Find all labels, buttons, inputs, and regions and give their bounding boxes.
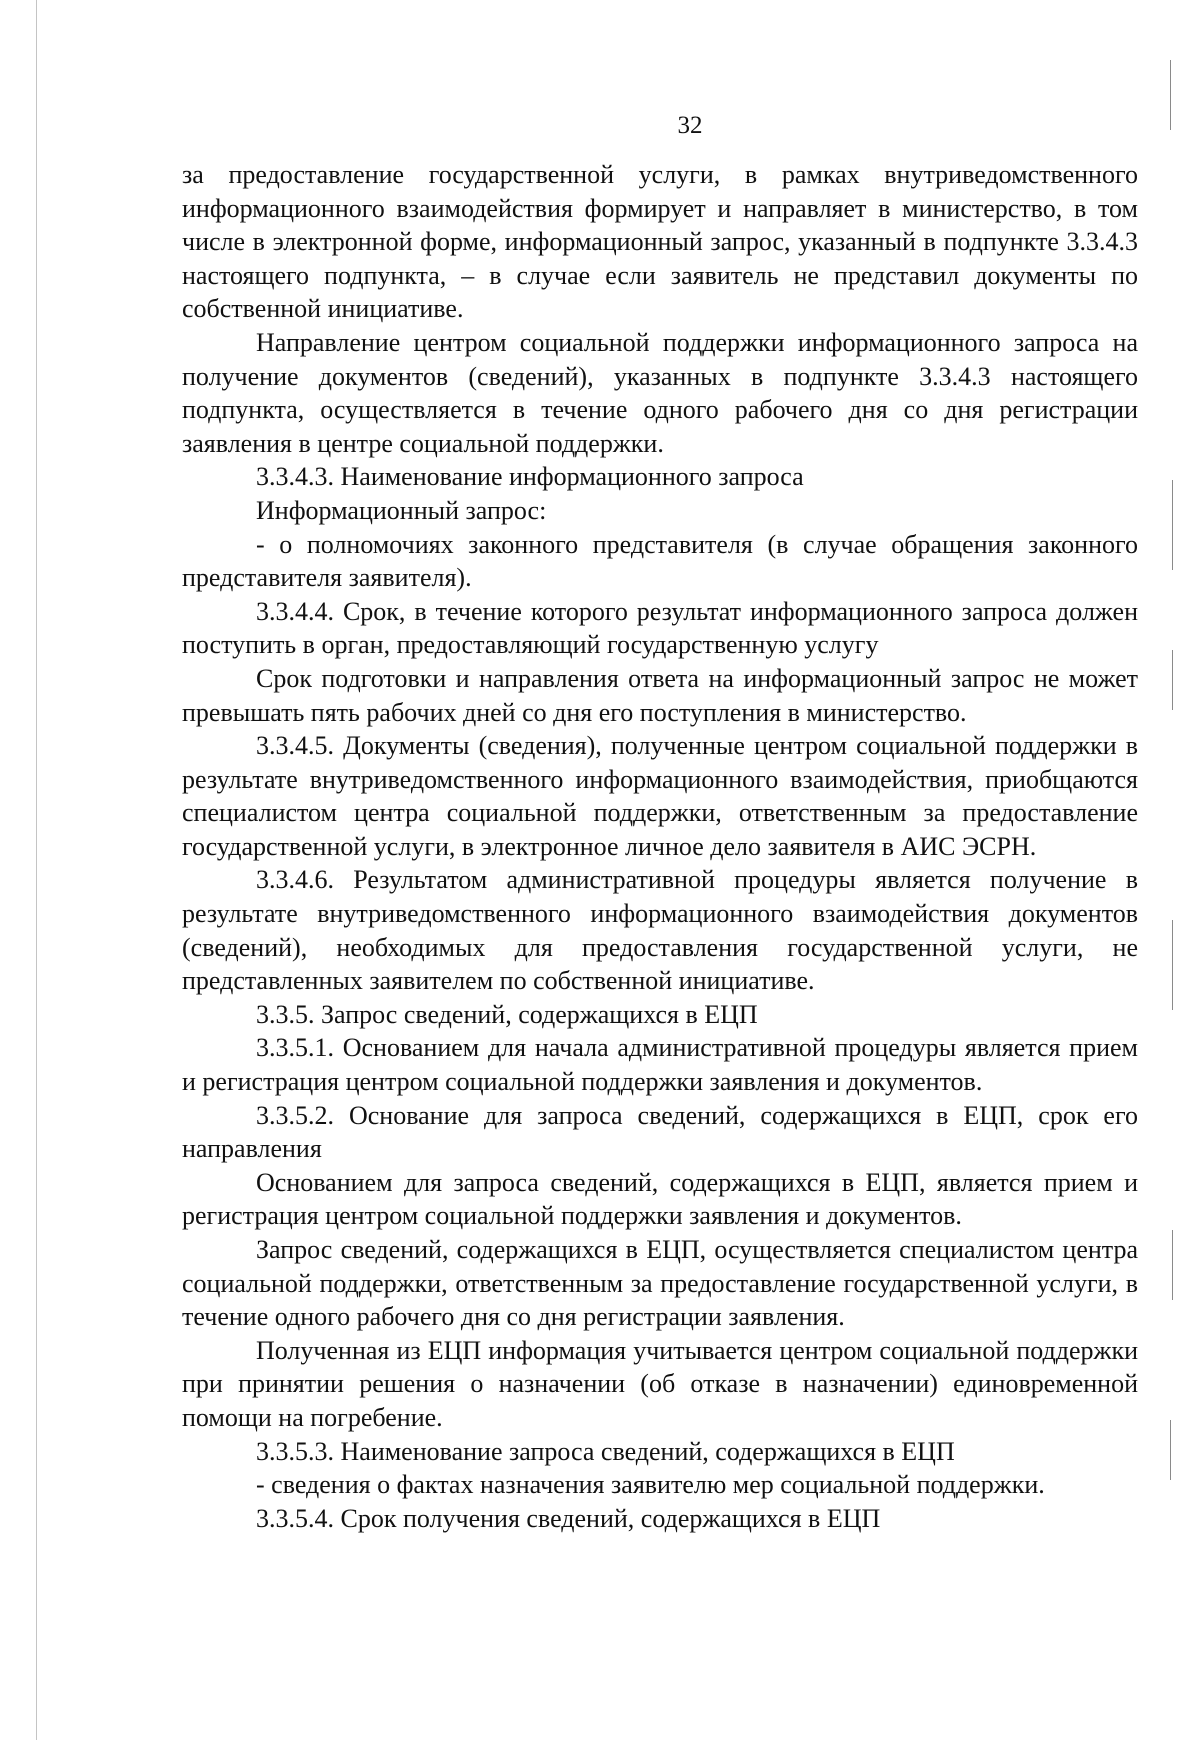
- list-item: - о полномочиях законного представителя (в случае обращения законного представителя заявителя).: [182, 529, 1138, 593]
- scan-edge-left: [36, 0, 37, 1740]
- paragraph: 3.3.4.5. Документы (сведения), полученные центром социальной поддержки в результате внутриведомственного информационного взаимодействия, приобщаются специалистом центра социальной поддержки, ответственным за предоставление государственной услуги, в электронное личное дело заявителя в АИС ЭСРН.: [182, 731, 1138, 861]
- list-item: - сведения о фактах назначения заявителю мер социальной поддержки.: [256, 1470, 1045, 1500]
- scan-edge-right-4: [1172, 920, 1173, 1010]
- section-heading: 3.3.4.4. Срок, в течение которого результат информационного запроса должен поступить в орган, предоставляющий государственную услугу: [182, 596, 1138, 660]
- paragraph: Полученная из ЕЦП информация учитывается центром социальной поддержки при принятии решения о назначении (об отказе в назначении) единовременной помощи на погребение.: [182, 1335, 1138, 1432]
- section-heading: 3.3.5.2. Основание для запроса сведений, содержащихся в ЕЦП, срок его направления: [182, 1100, 1138, 1164]
- scan-edge-right-3: [1172, 650, 1173, 710]
- page-number: 32: [677, 112, 703, 139]
- scan-edge-right-1: [1170, 60, 1171, 130]
- paragraph: Основанием для запроса сведений, содержащихся в ЕЦП, является прием и регистрация центром социальной поддержки заявления и документов.: [182, 1167, 1138, 1231]
- section-heading: 3.3.5. Запрос сведений, содержащихся в ЕЦП: [256, 999, 758, 1029]
- paragraph: Запрос сведений, содержащихся в ЕЦП, осуществляется специалистом центра социальной поддержки, ответственным за предоставление государственной услуги, в течение одного рабочего дня со дня регистрации заявления.: [182, 1235, 1138, 1332]
- paragraph: 3.3.5.1. Основанием для начала административной процедуры является прием и регистрация центром социальной поддержки заявления и документов.: [182, 1033, 1138, 1097]
- paragraph: Информационный запрос:: [256, 495, 547, 525]
- section-heading: 3.3.4.3. Наименование информационного запроса: [256, 462, 804, 492]
- section-heading: 3.3.5.3. Наименование запроса сведений, содержащихся в ЕЦП: [256, 1436, 955, 1466]
- paragraph: за предоставление государственной услуги, в рамках внутриведомственного информационного взаимодействия формирует и направляет в министерство, в том числе в электронной форме, информационный запрос, указанный в подпункте 3.3.4.3 настоящего подпункта, – в случае если заявитель не представил документы по собственной инициативе.: [182, 160, 1138, 324]
- scan-edge-right-6: [1170, 1420, 1171, 1480]
- section-heading: 3.3.5.4. Срок получения сведений, содержащихся в ЕЦП: [256, 1503, 881, 1533]
- paragraph: Направление центром социальной поддержки информационного запроса на получение документов (сведений), указанных в подпункте 3.3.4.3 настоящего подпункта, осуществляется в течение одного рабочего дня со дня регистрации заявления в центре социальной поддержки.: [182, 327, 1138, 458]
- paragraph: 3.3.4.6. Результатом административной процедуры является получение в результате внутриведомственного информационного взаимодействия документов (сведений), необходимых для предоставления государственной услуги, не представленных заявителем по собственной инициативе.: [182, 865, 1138, 996]
- document-body: [182, 158, 1138, 1535]
- paragraph: Срок подготовки и направления ответа на информационный запрос не может превышать пять рабочих дней со дня его поступления в министерство.: [182, 663, 1138, 727]
- scan-edge-right-5: [1172, 1230, 1173, 1300]
- scan-edge-right-2: [1172, 480, 1173, 570]
